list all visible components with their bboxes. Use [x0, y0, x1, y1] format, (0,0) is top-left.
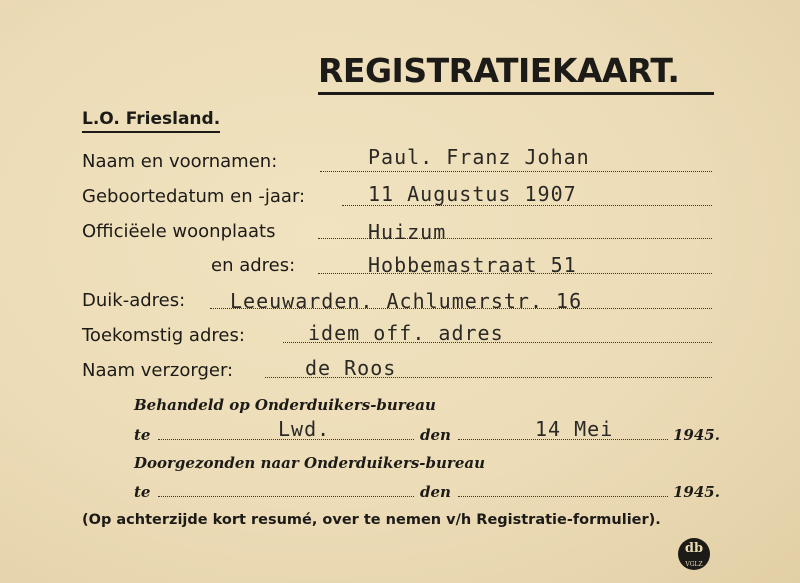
organization-label: L.O. Friesland.	[82, 108, 220, 133]
forwarded-te-line	[158, 496, 414, 497]
card-title: REGISTRATIEKAART.	[318, 52, 714, 95]
processed-den-value: 14 Mei	[535, 417, 614, 441]
name-value: Paul. Franz Johan	[368, 145, 590, 169]
address-label: en adres:	[211, 255, 296, 276]
logo-main-text: db	[684, 541, 704, 556]
hiding-address-label: Duik-adres:	[82, 290, 186, 311]
name-line	[320, 171, 712, 172]
residence-label: Officiëele woonplaats	[82, 221, 276, 242]
name-label: Naam en voornamen:	[82, 151, 278, 172]
forwarded-heading: Doorgezonden naar Onderduikers-bureau	[134, 454, 485, 472]
processed-den-label: den	[420, 426, 451, 444]
future-address-label: Toekomstig adres:	[82, 325, 245, 346]
processed-te-label: te	[134, 426, 151, 444]
caretaker-value: de Roos	[305, 356, 397, 380]
printer-logo	[678, 538, 710, 570]
footer-note: (Op achterzijde kort resumé, over te nemen v/h Registratie-formulier).	[82, 512, 661, 528]
hiding-address-value: Leeuwarden. Achlumerstr. 16	[230, 289, 583, 313]
residence-value: Huizum	[368, 220, 447, 244]
caretaker-label: Naam verzorger:	[82, 360, 234, 381]
forwarded-te-label: te	[134, 483, 151, 501]
processed-heading: Behandeld op Onderduikers-bureau	[134, 396, 436, 414]
birth-label: Geboortedatum en -jaar:	[82, 186, 306, 207]
forwarded-den-line	[458, 496, 668, 497]
processed-te-value: Lwd.	[278, 417, 331, 441]
birth-value: 11 Augustus 1907	[368, 182, 577, 206]
address-value: Hobbemastraat 51	[368, 253, 577, 277]
future-address-value: idem off. adres	[308, 321, 504, 345]
forwarded-year: 1945.	[673, 483, 720, 501]
logo-sub-text: VGLZ	[685, 561, 703, 568]
processed-year: 1945.	[673, 426, 720, 444]
forwarded-den-label: den	[420, 483, 451, 501]
